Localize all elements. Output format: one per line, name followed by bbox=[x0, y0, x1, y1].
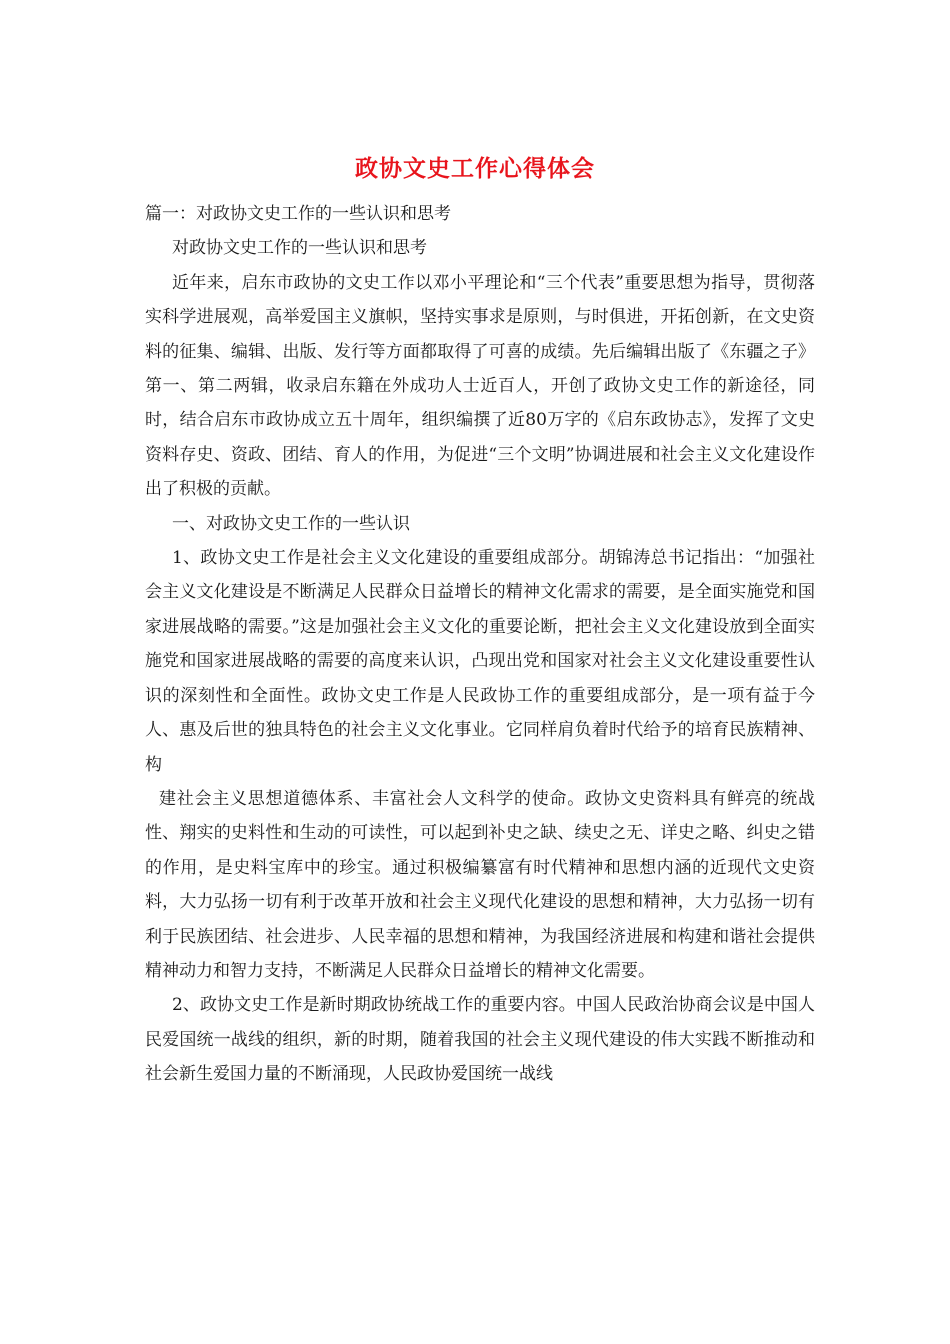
document-title: 政协文史工作心得体会 bbox=[355, 155, 595, 182]
section-heading: 篇一：对政协文史工作的一些认识和思考 bbox=[145, 204, 451, 224]
paragraph-intro: 近年来，启东市政协的文史工作以邓小平理论和“三个代表”重要思想为指导，贯彻落实科学进展观，高举爱国主义旗帜，坚持实事求是原则，与时俱进，开拓创新，在文史资料的征集、编辑、出版、发行等方面都取得了可喜的成绩。先后编辑出版了《东疆之子》第一、第二两辑，收录启东籍在外成功人士近百人，开创了政协文史工作的新途径，同时，结合启东市政协成立五十周年，组织编撰了近80万字的《启东政协志》，发挥了文史资料存史、资政、团结、育人的作用，为促进“三个文明”协调进展和社会主义文化建设作出了积极的贡献。 bbox=[145, 272, 815, 500]
paragraph-point-2: 2、政协文史工作是新时期政协统战工作的重要内容。中国人民政治协商会议是中国人民爱国统一战线的组织，新的时期，随着我国的社会主义现代建设的伟大实践不断推动和社会新生爱国力量的不断涌现，人民政协爱国统一战线 bbox=[145, 995, 815, 1085]
paragraph-point-1: 1、政协文史工作是社会主义文化建设的重要组成部分。胡锦涛总书记指出：“加强社会主义文化建设是不断满足人民群众日益增长的精神文化需求的需要，是全面实施党和国家进展战略的需要。”这是加强社会主义文化的重要论断，把社会主义文化建设放到全面实施党和国家进展战略的需要的高度来认识，凸现出党和国家对社会主义文化建设重要性认识的深刻性和全面性。政协文史工作是人民政协工作的重要组成部分，是一项有益于今人、惠及后世的独具特色的社会主义文化事业。它同样肩负着时代给予的培育民族精神、构 bbox=[145, 548, 815, 775]
subsection-heading: 一、对政协文史工作的一些认识 bbox=[172, 513, 410, 534]
document-body bbox=[145, 197, 815, 1092]
subtitle: 对政协文史工作的一些认识和思考 bbox=[172, 238, 427, 259]
paragraph-point-1-continued: 建社会主义思想道德体系、丰富社会人文科学的使命。政协文史资料具有鲜亮的统战性、翔实的史料性和生动的可读性，可以起到补史之缺、续史之无、详史之略、纠史之错的作用，是史料宝库中的珍宝。通过积极编纂富有时代精神和思想内涵的近现代文史资料，大力弘扬一切有利于改革开放和社会主义现代化建设的思想和精神，大力弘扬一切有利于民族团结、社会进步、人民幸福的思想和精神，为我国经济进展和构建和谐社会提供精神动力和智力支持，不断满足人民群众日益增长的精神文化需要。 bbox=[145, 788, 815, 981]
